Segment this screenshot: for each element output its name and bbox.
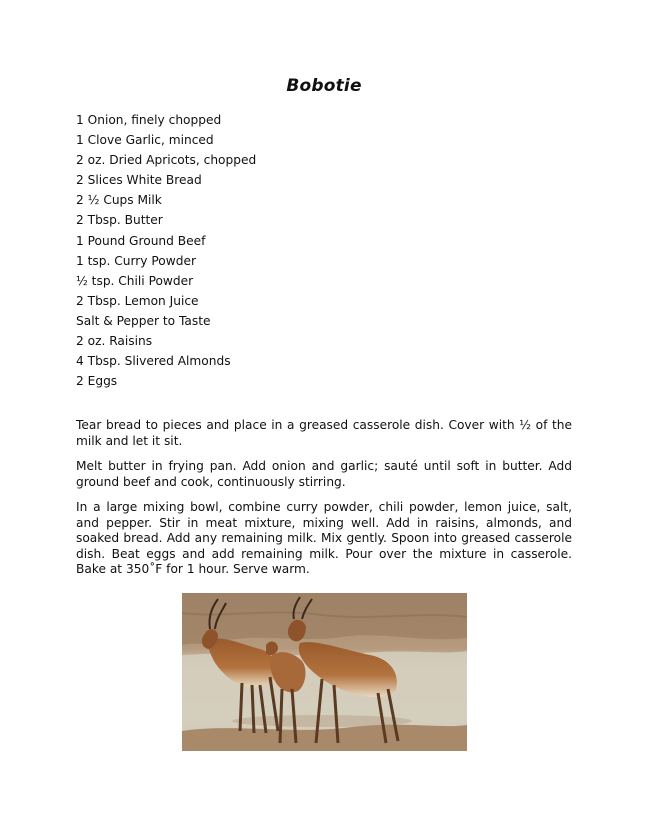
ingredient-item: 2 oz. Raisins [76, 334, 153, 349]
instruction-paragraph: Melt butter in frying pan. Add onion and garlic; sauté until soft in butter. Add ground beef and cook, continuously stirring. [76, 459, 572, 489]
recipe-title: Bobotie [286, 76, 362, 96]
ingredient-item: 1 Clove Garlic, minced [76, 133, 214, 148]
ingredient-list [76, 110, 256, 391]
ingredient-item: 1 Pound Ground Beef [76, 233, 206, 248]
instruction-paragraph: Tear bread to pieces and place in a greased casserole dish. Cover with ½ of the milk and let it sit. [76, 418, 572, 448]
ingredient-item: 2 oz. Dried Apricots, chopped [76, 153, 257, 168]
ingredient-item: 2 Tbsp. Lemon Juice [76, 293, 199, 308]
ingredient-item: 2 Eggs [76, 374, 118, 389]
ingredient-item: Salt & Pepper to Taste [76, 313, 211, 328]
instructions [76, 418, 572, 588]
ingredient-item: 2 Slices White Bread [76, 173, 202, 188]
ingredient-item: 4 Tbsp. Slivered Almonds [76, 354, 231, 369]
instruction-paragraph: In a large mixing bowl, combine curry powder, chili powder, lemon juice, salt, and pepper. Stir in meat mixture, mixing well. Add in raisins, almonds, and soaked bread. Add any remaining milk. Mix gently. Spoon into greased casserole dish. Beat eggs and add remaining milk. Pour over the mixture in casserole. Bake at 350˚F for 1 hour. Serve warm. [76, 500, 572, 576]
ingredient-item: 1 Onion, finely chopped [76, 113, 222, 127]
ingredient-item: ½ tsp. Chili Powder [76, 273, 194, 288]
impala-photo [182, 593, 467, 751]
ingredient-item: 2 Tbsp. Butter [76, 213, 163, 228]
ingredient-item: 2 ½ Cups Milk [76, 193, 162, 208]
ingredient-item: 1 tsp. Curry Powder [76, 253, 196, 268]
